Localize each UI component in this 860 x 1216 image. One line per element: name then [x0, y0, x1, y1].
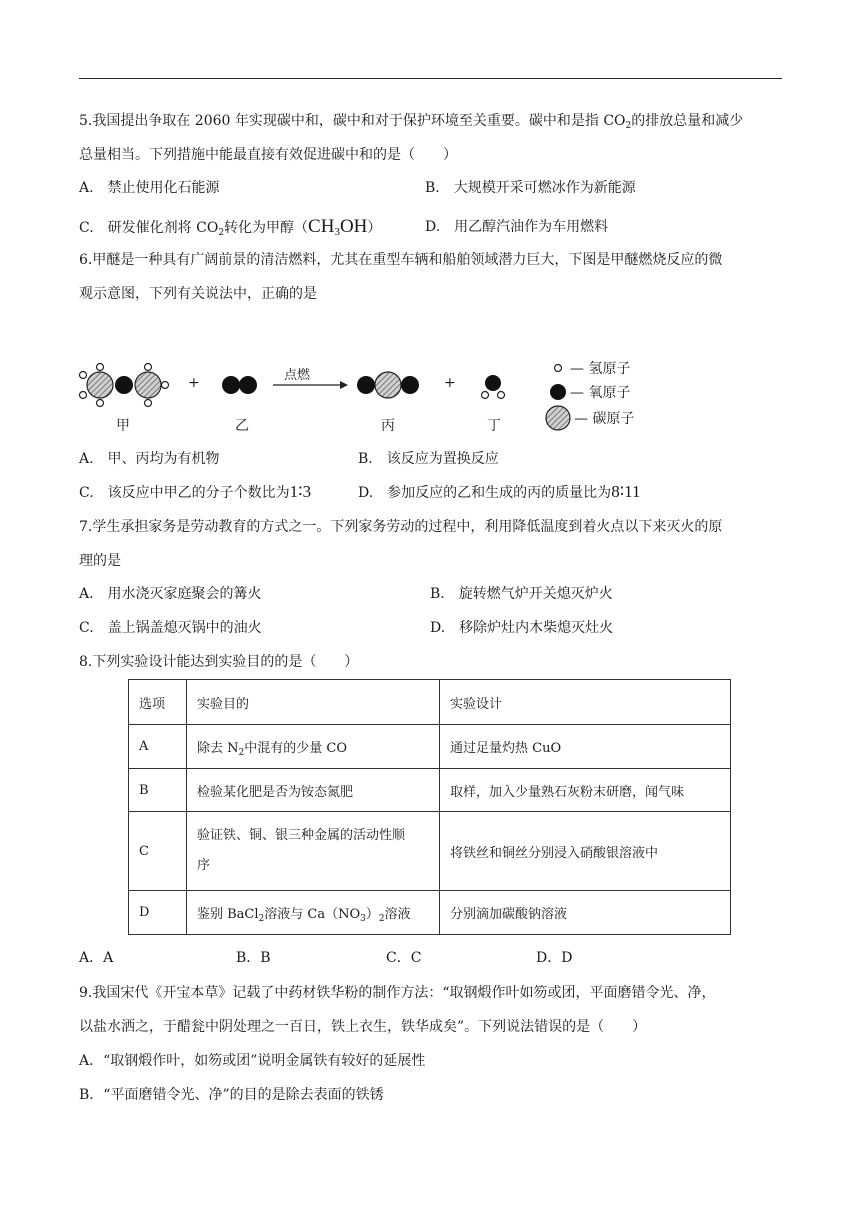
label-bing: 丙: [381, 418, 395, 434]
row-purpose: 检验某化肥是否为铵态氮肥: [187, 769, 440, 812]
legend-hydrogen-icon: [555, 365, 562, 372]
legend-carbon-icon: [546, 406, 570, 430]
molecule-jia: [80, 364, 169, 407]
molecule-yi: [222, 376, 257, 394]
label-yi: 乙: [235, 418, 249, 434]
row-design: 取样，加入少量熟石灰粉末研磨，闻气味: [440, 769, 731, 812]
row-design: 将铁丝和铜丝分别浸入硝酸银溶液中: [440, 812, 731, 891]
table-header-option: 选项: [129, 680, 187, 725]
molecule-bing: [357, 372, 419, 398]
plus-sign-1: +: [188, 375, 200, 391]
header-rule: [79, 78, 782, 79]
q6-option-b: B. 该反应为置换反应: [358, 451, 499, 467]
legend-oxygen: — 氧原子: [570, 385, 631, 401]
q5-option-a: A. 禁止使用化石能源: [79, 180, 220, 196]
q9-option-b: B．“平面磨错令光、净”的目的是除去表面的铁锈: [79, 1087, 384, 1103]
row-purpose: 除去 $N_2$中混有的少量 CO: [187, 725, 440, 769]
label-jia: 甲: [116, 418, 130, 434]
q7-option-d: D. 移除炉灶内木柴熄灭灶火: [430, 620, 614, 636]
q8-answer-a: A．A: [79, 950, 114, 966]
diagram-legend: [546, 365, 570, 431]
table-row: [129, 769, 731, 812]
molecule-ding: [482, 375, 505, 399]
q9-stem-line2: 以盐水洒之，于醋瓮中阴处理之一百日，铁上衣生，铁华成矣”。下列说法错误的是（ ）: [79, 1019, 647, 1035]
table-header-row: [129, 680, 731, 725]
q8-stem: 8.下列实验设计能达到实验目的的是（ ）: [79, 654, 359, 670]
q5-option-b: B. 大规模开采可燃冰作为新能源: [425, 180, 636, 196]
q6-stem-line1: 6.甲醚是一种具有广阔前景的清洁燃料，尤其在重型车辆和船舶领域潜力巨大，下图是甲醚燃烧反应的微: [79, 252, 723, 268]
legend-carbon: — 碳原子: [574, 411, 635, 427]
label-ding: 丁: [487, 418, 501, 434]
q7-stem-line2: 理的是: [79, 553, 121, 569]
q6-option-c: C. 该反应中甲乙的分子个数比为1∶3: [79, 482, 312, 501]
row-design: 通过足量灼热 CuO: [440, 725, 731, 769]
row-option: A: [129, 725, 187, 769]
q7-option-b: B. 旋转燃气炉开关熄灭炉火: [430, 586, 613, 602]
q5-option-d: D. 用乙醇汽油作为车用燃料: [425, 219, 609, 235]
row-option: D: [129, 891, 187, 935]
experiment-table: [128, 679, 731, 935]
q6-option-a: A. 甲、丙均为有机物: [79, 451, 220, 467]
q9-stem-line1: 9.我国宋代《开宝本草》记载了中药材铁华粉的制作方法：“取钢煅作叶如笏或团，平面磨错令光、净，: [79, 985, 716, 1001]
row-option: C: [129, 812, 187, 891]
q9-option-a: A．“取钢煅作叶，如笏或团”说明金属铁有较好的延展性: [79, 1053, 426, 1069]
row-design: 分别滴加碳酸钠溶液: [440, 891, 731, 935]
q7-option-a: A. 用水浇灭家庭聚会的篝火: [79, 586, 262, 602]
q8-answer-d: D．D: [536, 950, 573, 966]
q7-option-c: C. 盖上锅盖熄灭锅中的油火: [79, 620, 262, 636]
table-row: [129, 891, 731, 935]
reaction-diagram: [78, 355, 678, 435]
table-header-purpose: 实验目的: [187, 680, 440, 725]
arrow-label: 点燃: [284, 368, 311, 383]
legend-oxygen-icon: [550, 384, 566, 400]
q8-answer-b: B．B: [236, 950, 271, 966]
table-row: [129, 725, 731, 769]
q5-stem-line2: 总量相当。下列措施中能最直接有效促进碳中和的是（ ）: [79, 147, 457, 163]
row-purpose: 验证铁、铜、银三种金属的活动性顺 序: [187, 812, 440, 891]
q8-answer-c: C．C: [386, 950, 422, 966]
q6-option-d: D. 参加反应的乙和生成的丙的质量比为8∶11: [358, 482, 641, 501]
q7-stem-line1: 7.学生承担家务是劳动教育的方式之一。下列家务劳动的过程中，利用降低温度到着火点以下来灭火的原: [79, 519, 723, 535]
table-header-design: 实验设计: [440, 680, 731, 725]
q5-stem-line1: 5.我国提出争取在 2060 年实现碳中和，碳中和对于保护环境至关重要。碳中和是指 $CO_2$的排放总量和减少: [79, 113, 744, 131]
q5-option-c: C. 研发催化剂将 $CO_2$转化为甲醇$(CH_3OH)$: [79, 216, 382, 238]
q6-stem-line2: 观示意图，下列有关说法中，正确的是: [79, 286, 317, 302]
methanol-formula: $CH_3OH$: [308, 216, 368, 238]
table-row: [129, 812, 731, 891]
plus-sign-2: +: [444, 375, 456, 391]
row-option: B: [129, 769, 187, 812]
row-purpose: 鉴别 BaCl$_2$溶液与 $Ca(NO_3)_2$溶液: [187, 891, 440, 935]
legend-hydrogen: — 氢原子: [570, 361, 631, 377]
